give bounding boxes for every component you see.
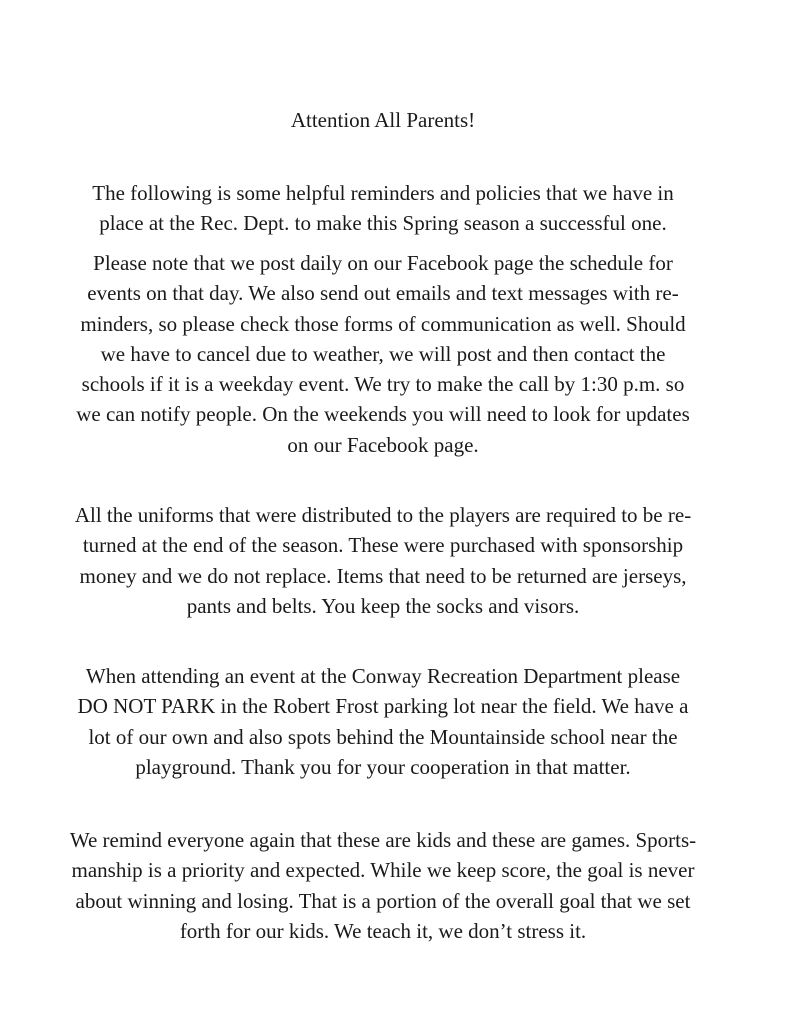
text-line: we have to cancel due to weather, we will post and then contact the (100, 341, 666, 366)
text-line: Please note that we post daily on our Facebook page the schedule for (93, 251, 673, 275)
text-line: turned at the end of the season. These were purchased with sponsorship (82, 533, 684, 558)
text-line: manship is a priority and expected. While we keep score, the goal is never (71, 858, 695, 883)
text-line: events on that day. We also send out emails and text messages with re- (87, 281, 679, 306)
text-line: on our Facebook page. (287, 432, 479, 457)
page-title: Attention All Parents! (290, 108, 476, 132)
text-line: pants and belts. You keep the socks and visors. (186, 593, 580, 618)
paragraph-sportsmanship (0, 825, 766, 946)
text-line: The following is some helpful reminders and policies that we have in (92, 181, 674, 205)
text-line: When attending an event at the Conway Recreation Department please (85, 664, 681, 688)
text-line: about winning and losing. That is a portion of the overall goal that we set (75, 888, 691, 913)
paragraph-reminders-intro (0, 178, 766, 239)
paragraph-facebook-schedule (0, 248, 766, 460)
text-line: we can notify people. On the weekends you will need to look for updates (76, 402, 690, 427)
text-line: We remind everyone again that these are kids and these are games. Sports- (69, 828, 697, 852)
text-line: forth for our kids. We teach it, we don’t stress it. (179, 918, 587, 943)
paragraph-uniforms (0, 500, 766, 621)
paragraph-parking (0, 661, 766, 782)
text-line: playground. Thank you for your cooperation in that matter. (135, 754, 631, 779)
text-line: All the uniforms that were distributed to the players are required to be re- (74, 503, 692, 527)
text-line: schools if it is a weekday event. We try to make the call by 1:30 p.m. so (81, 372, 685, 397)
text-line: money and we do not replace. Items that need to be returned are jerseys, (79, 563, 687, 588)
text-line: place at the Rec. Dept. to make this Spring season a successful one. (99, 211, 667, 236)
text-line: DO NOT PARK in the Robert Frost parking lot near the field. We have a (77, 694, 689, 719)
text-line: lot of our own and also spots behind the Mountainside school near the (88, 724, 678, 749)
text-line: minders, so please check those forms of communication as well. Should (80, 311, 686, 336)
